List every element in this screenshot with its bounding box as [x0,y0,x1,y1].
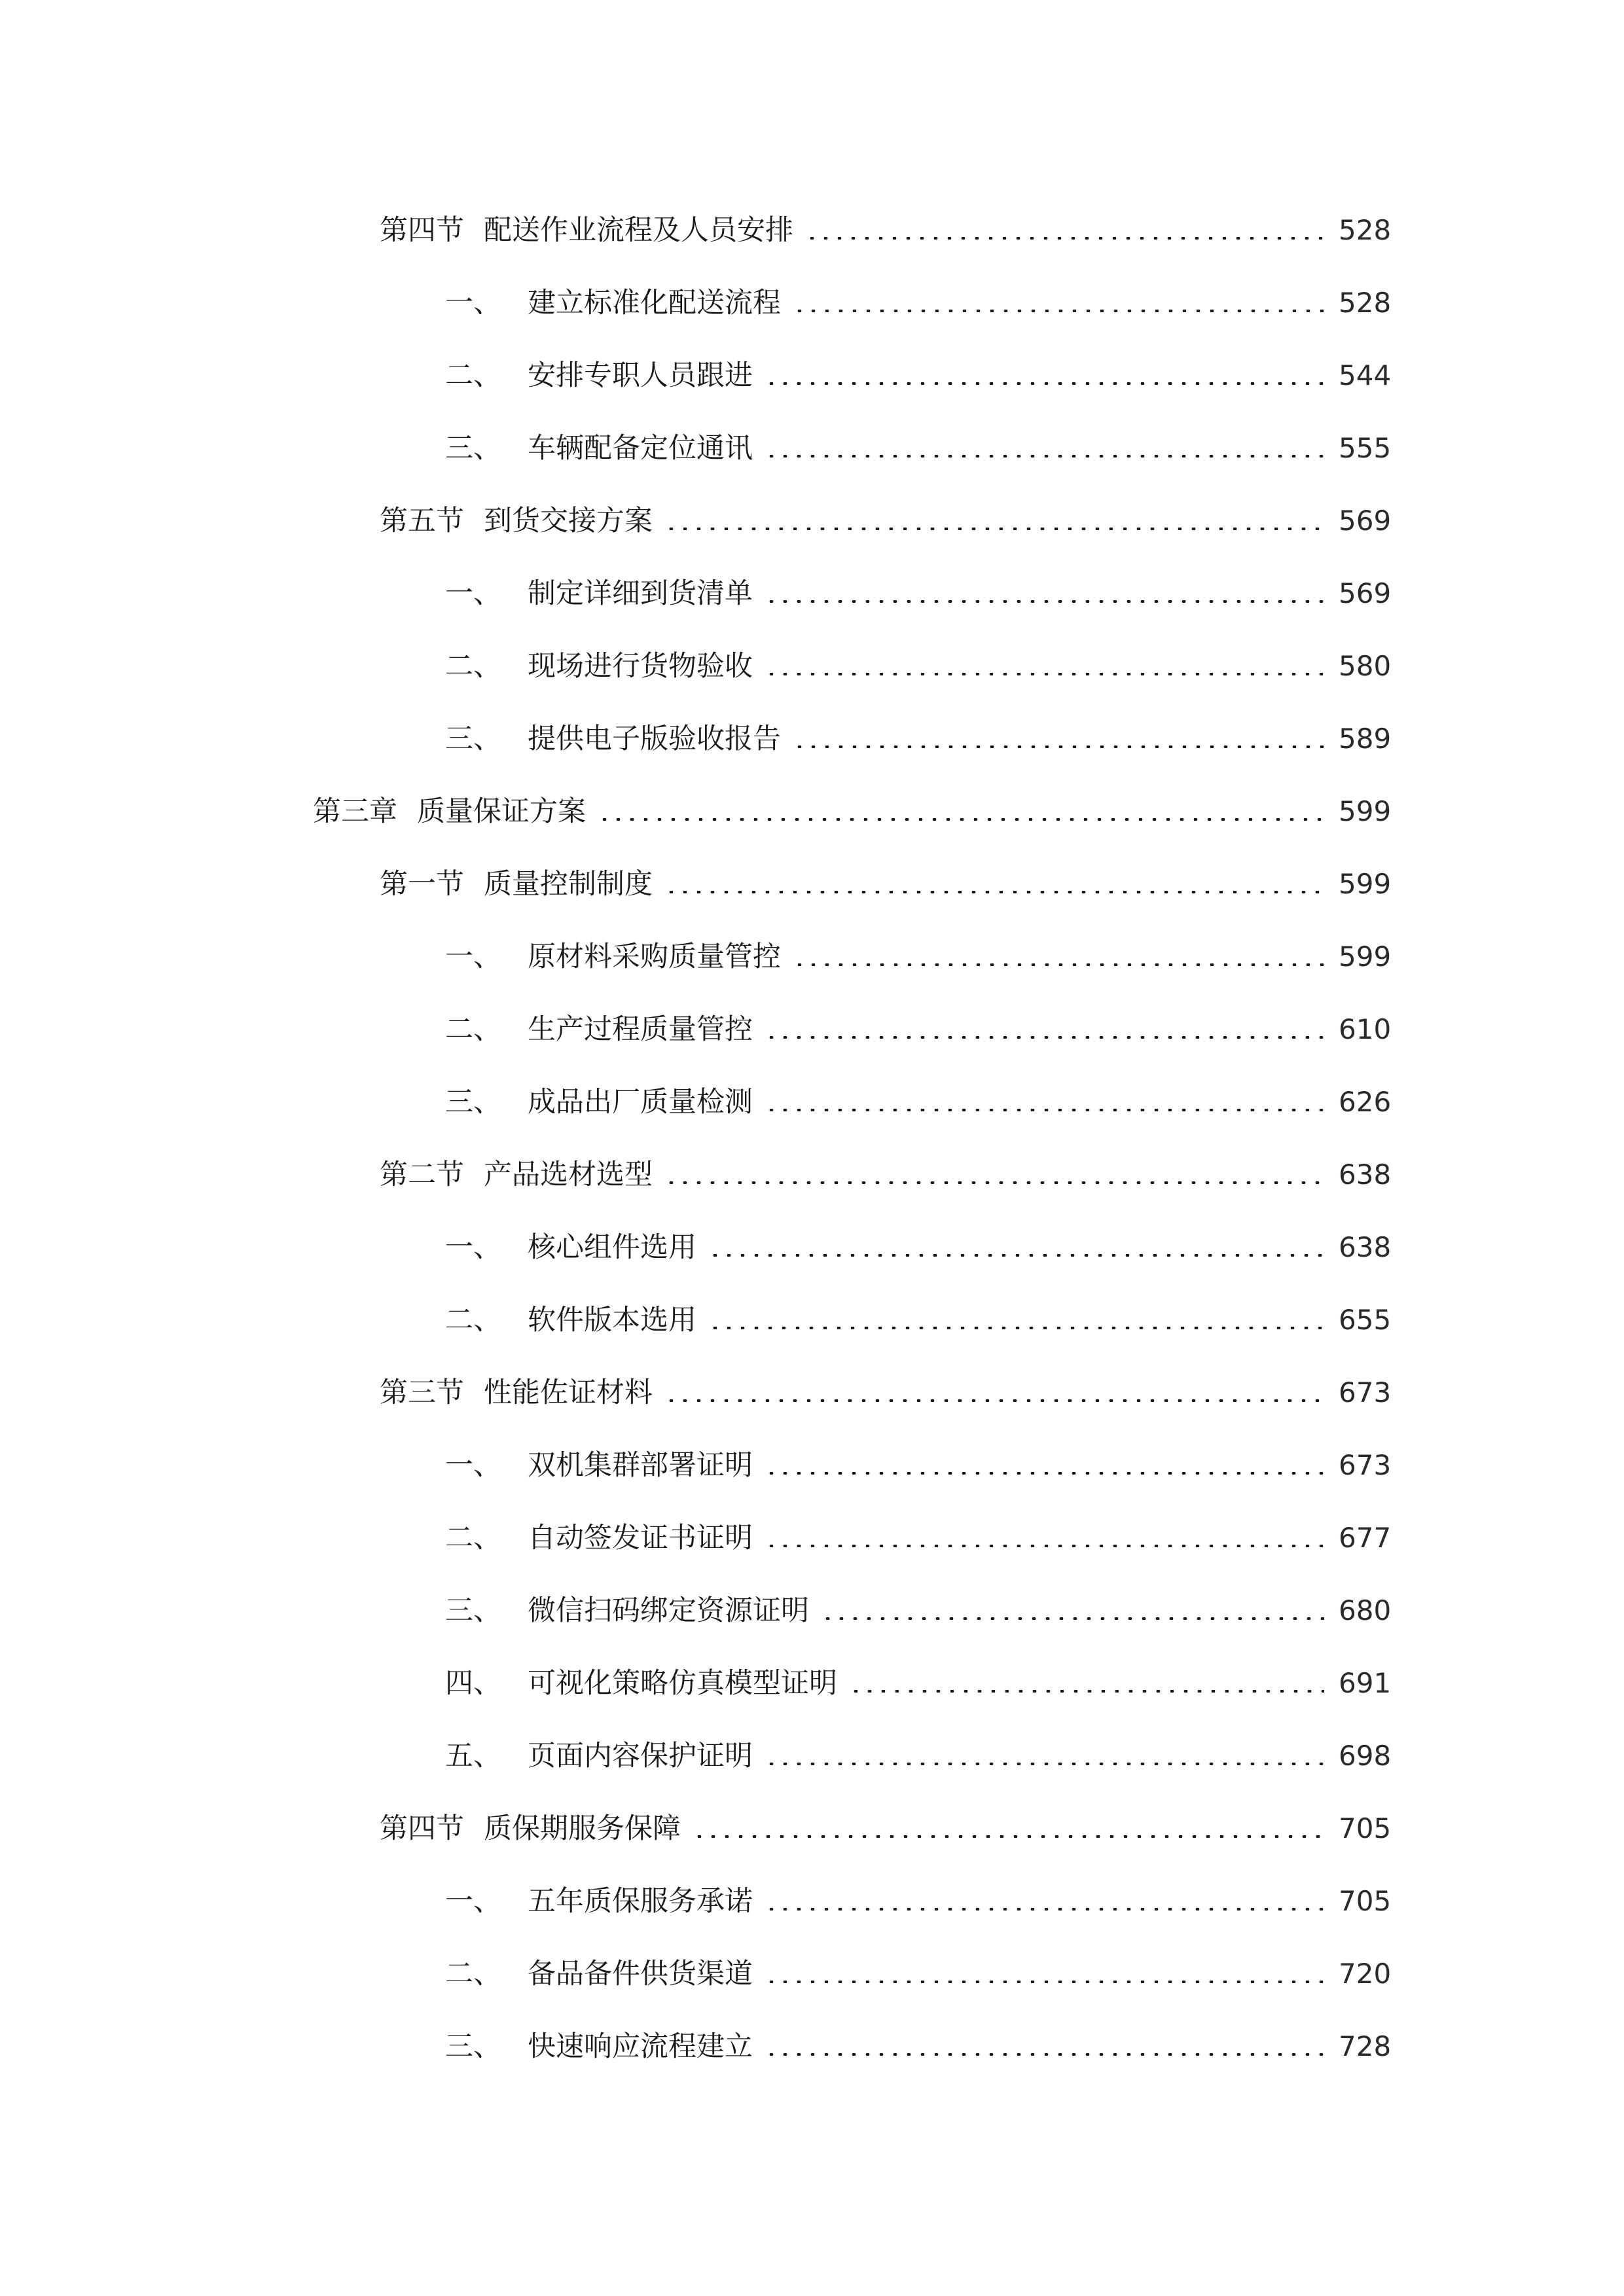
toc-entry-title: 软件版本选用 [528,1304,696,1336]
toc-entry-marker: 一、 [445,1449,501,1482]
toc-entry-prefix: 第三章 [313,795,397,828]
toc-entry-marker: 一、 [445,941,501,973]
toc-entry-page-number: 698 [1339,1740,1392,1772]
toc-entry-title: 制定详细到货清单 [528,577,753,610]
dot-leader [765,1472,1324,1475]
toc-entry-title: 配送作业流程及人员安排 [484,214,793,247]
toc-entry-marker: 一、 [445,577,501,610]
toc-section-entry[interactable] [380,1803,1391,1855]
toc-entry-prefix: 第五节 [380,505,464,537]
toc-item-entry[interactable] [445,422,1391,475]
dot-leader [821,1617,1324,1620]
dot-leader [765,600,1324,603]
toc-entry-marker: 三、 [445,1594,501,1627]
toc-item-entry[interactable] [445,277,1391,329]
toc-entry-title: 安排专职人员跟进 [528,359,753,392]
toc-entry-page-number: 528 [1339,287,1392,319]
dot-leader [765,1545,1324,1547]
toc-entry-page-number: 655 [1339,1304,1392,1336]
toc-entry-page-number: 599 [1339,795,1392,827]
toc-entry-page-number: 580 [1339,650,1392,682]
toc-entry-marker: 三、 [445,1086,501,1119]
toc-entry-title: 车辆配备定位通讯 [528,432,753,465]
toc-entry-marker: 一、 [445,1231,501,1264]
toc-entry-prefix: 第四节 [380,214,464,247]
toc-item-entry[interactable] [445,1657,1391,1710]
toc-entry-page-number: 728 [1339,2030,1392,2062]
dot-leader [664,1399,1324,1402]
toc-entry-title: 双机集群部署证明 [528,1449,753,1482]
toc-entry-marker: 一、 [445,1885,501,1918]
toc-item-entry[interactable] [445,1076,1391,1128]
dot-leader [765,1981,1324,1983]
toc-item-entry[interactable] [445,1730,1391,1782]
dot-leader [765,673,1324,675]
toc-entry-page-number: 673 [1339,1449,1392,1481]
toc-entry-marker: 五、 [445,1740,501,1772]
toc-entry-page-number: 638 [1339,1158,1392,1191]
toc-entry-title: 产品选材选型 [484,1158,653,1191]
dot-leader [664,891,1324,893]
toc-entry-page-number: 599 [1339,941,1392,973]
toc-item-entry[interactable] [445,350,1391,402]
toc-entry-marker: 二、 [445,1013,501,1046]
toc-entry-title: 质量控制制度 [484,868,653,901]
toc-entry-title: 成品出厂质量检测 [528,1086,753,1119]
dot-leader [693,1835,1324,1838]
dot-leader [765,455,1324,457]
toc-entry-page-number: 626 [1339,1086,1392,1118]
toc-item-entry[interactable] [445,931,1391,983]
toc-section-entry[interactable] [380,1149,1391,1201]
toc-entry-page-number: 555 [1339,432,1392,464]
toc-entry-title: 性能佐证材料 [484,1376,653,1409]
dot-leader [598,818,1324,821]
dot-leader [664,1181,1324,1184]
dot-leader [765,1036,1324,1039]
toc-entry-page-number: 599 [1339,868,1392,900]
dot-leader [793,745,1324,748]
dot-leader [765,1109,1324,1111]
toc-item-entry[interactable] [445,713,1391,765]
toc-entry-title: 建立标准化配送流程 [528,287,781,319]
toc-entry-page-number: 677 [1339,1522,1392,1554]
toc-entry-page-number: 720 [1339,1958,1392,1990]
toc-entry-title: 核心组件选用 [528,1231,696,1264]
dot-leader [765,1763,1324,1765]
toc-entry-page-number: 680 [1339,1594,1392,1626]
toc-chapter-entry[interactable] [313,785,1391,838]
toc-item-entry[interactable] [445,1221,1391,1274]
toc-entry-page-number: 544 [1339,359,1392,391]
toc-entry-title: 质量保证方案 [417,795,586,828]
dot-leader [805,237,1324,240]
dot-leader [708,1327,1324,1329]
toc-item-entry[interactable] [445,567,1391,620]
toc-entry-title: 备品备件供货渠道 [528,1958,753,1990]
toc-entry-marker: 二、 [445,359,501,392]
toc-entry-title: 五年质保服务承诺 [528,1885,753,1918]
toc-entry-title: 到货交接方案 [484,505,653,537]
toc-section-entry[interactable] [380,858,1391,910]
toc-entry-page-number: 705 [1339,1885,1392,1917]
toc-entry-prefix: 第二节 [380,1158,464,1191]
toc-entry-title: 提供电子版验收报告 [528,723,781,755]
dot-leader [708,1254,1324,1257]
toc-entry-page-number: 589 [1339,723,1392,755]
toc-entry-page-number: 610 [1339,1013,1392,1045]
toc-entry-title: 可视化策略仿真模型证明 [528,1667,837,1700]
toc-item-entry[interactable] [445,2020,1391,2073]
toc-item-entry[interactable] [445,1948,1391,2000]
dot-leader [849,1690,1324,1693]
toc-entry-page-number: 569 [1339,505,1392,537]
toc-entry-marker: 三、 [445,2030,501,2063]
toc-item-entry[interactable] [445,1512,1391,1564]
toc-entry-title: 原材料采购质量管控 [528,941,781,973]
toc-entry-prefix: 第四节 [380,1812,464,1845]
toc-entry-page-number: 673 [1339,1376,1392,1408]
dot-leader [765,1908,1324,1910]
toc-entry-marker: 二、 [445,1958,501,1990]
toc-entry-title: 自动签发证书证明 [528,1522,753,1554]
toc-entry-page-number: 691 [1339,1667,1392,1699]
dot-leader [765,2053,1324,2056]
dot-leader [664,528,1324,530]
toc-entry-marker: 二、 [445,1522,501,1554]
toc-item-entry[interactable] [445,1439,1391,1492]
toc-entry-page-number: 528 [1339,214,1392,246]
toc-entry-title: 微信扫码绑定资源证明 [528,1594,809,1627]
toc-entry-title: 页面内容保护证明 [528,1740,753,1772]
toc-item-entry[interactable] [445,1294,1391,1346]
dot-leader [793,963,1324,966]
toc-entry-page-number: 705 [1339,1812,1392,1844]
toc-section-entry[interactable] [380,495,1391,547]
toc-entry-title: 质保期服务保障 [484,1812,681,1845]
dot-leader [765,382,1324,385]
toc-entry-title: 快速响应流程建立 [528,2030,753,2063]
toc-item-entry[interactable] [445,640,1391,692]
toc-entry-title: 生产过程质量管控 [528,1013,753,1046]
toc-entry-marker: 四、 [445,1667,501,1700]
toc-entry-marker: 一、 [445,287,501,319]
toc-entry-marker: 二、 [445,1304,501,1336]
toc-entry-marker: 三、 [445,432,501,465]
toc-item-entry[interactable] [445,1585,1391,1637]
toc-entry-title: 现场进行货物验收 [528,650,753,683]
toc-entry-prefix: 第一节 [380,868,464,901]
toc-item-entry[interactable] [445,1875,1391,1928]
toc-entry-marker: 三、 [445,723,501,755]
toc-section-entry[interactable] [380,204,1391,257]
toc-section-entry[interactable] [380,1367,1391,1419]
toc-entry-prefix: 第三节 [380,1376,464,1409]
toc-entry-page-number: 569 [1339,577,1392,609]
toc-entry-marker: 二、 [445,650,501,683]
dot-leader [793,310,1324,312]
toc-entry-page-number: 638 [1339,1231,1392,1263]
toc-item-entry[interactable] [445,1003,1391,1056]
